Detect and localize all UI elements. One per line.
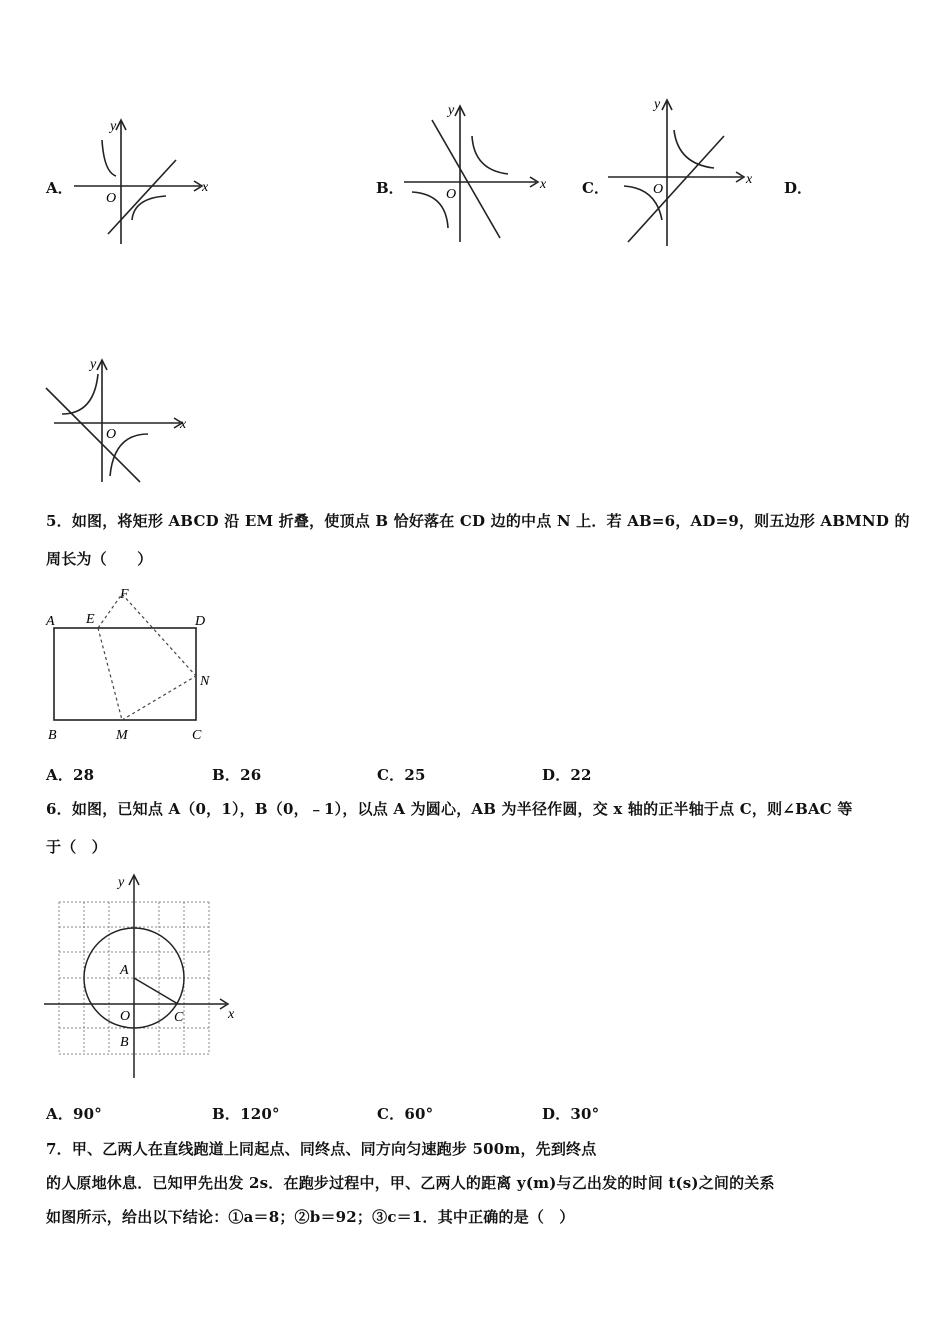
segment-ac [134,978,178,1004]
point-c-label: C [192,728,202,743]
option-label-a: A． [46,179,73,197]
q6-option-d[interactable]: D．30° [542,1105,600,1123]
q5-stem-line2: 周长为（ ） [46,550,153,568]
q6-figure-grid-circle [40,868,250,1083]
q7-stem-line2: 的人原地休息．已知甲先出发 2s．在跑步过程中，甲、乙两人的距离 y(m)与乙出发的时间 t(s)之间的关系 [46,1174,775,1192]
point-c-label: C [174,1010,184,1025]
point-m-label: M [116,728,128,743]
svg-text:x: x [540,177,547,192]
y-label: y [118,875,125,890]
x-label: x [202,180,209,195]
q6-option-a[interactable]: A．90° [46,1105,103,1123]
hyperbola-branch-upper-left [102,140,116,176]
point-b-label: B [120,1035,129,1050]
q7-stem-line1: 7．甲、乙两人在直线跑道上同起点、同终点、同方向匀速跑步 500m，先到终点 [46,1140,597,1158]
line-graph [108,160,176,234]
q5-figure-rectangle [40,582,230,747]
point-d-label: D [195,614,206,629]
q5-option-b[interactable]: B．26 [212,766,262,784]
graph-option-b [400,98,555,246]
graph-option-c [604,92,764,250]
svg-text:y: y [90,357,97,372]
point-n-label: N [200,674,210,689]
origin-label: O [106,191,117,206]
q6-option-b[interactable]: B．120° [212,1105,280,1123]
svg-text:x: x [180,417,187,432]
point-a-label: A [120,963,129,978]
q7-stem-line3: 如图所示，给出以下结论：①a＝8；②b＝92；③c＝1．其中正确的是（ ） [46,1208,575,1226]
origin-label: O [120,1009,131,1024]
hyperbola-branch-lower-right [132,196,166,220]
svg-text:y: y [654,97,661,112]
q6-stem-line2: 于（ ） [46,838,107,856]
option-label-d: D． [784,179,813,197]
svg-text:O: O [106,427,117,442]
point-a-label: A [46,614,55,629]
graph-option-a [70,112,215,247]
y-label: y [110,119,117,134]
q5-option-a[interactable]: A．28 [46,766,95,784]
x-label: x [228,1007,235,1022]
option-label-c: C． [582,179,609,197]
q6-stem-line1: 6．如图，已知点 A（0，1），B（0，﹣1），以点 A 为圆心，AB 为半径作圆，交 x 轴的正半轴于点 C，则∠BAC 等 [46,800,853,818]
q5-stem-line1: 5．如图，将矩形 ABCD 沿 EM 折叠，使顶点 B 恰好落在 CD 边的中点 N 上．若 AB=6，AD=9，则五边形 ABMND 的 [46,512,910,530]
point-f-label: F [120,587,129,602]
option-label-b: B． [376,179,404,197]
q6-option-c[interactable]: C．60° [377,1105,434,1123]
svg-text:O: O [653,182,664,197]
q5-option-d[interactable]: D．22 [542,766,592,784]
q5-option-c[interactable]: C．25 [377,766,426,784]
point-b-label: B [48,728,57,743]
svg-text:O: O [446,187,457,202]
svg-text:x: x [746,172,753,187]
graph-option-d [40,352,200,487]
svg-text:y: y [448,103,455,118]
point-e-label: E [86,612,95,627]
rectangle-abcd [54,628,196,720]
